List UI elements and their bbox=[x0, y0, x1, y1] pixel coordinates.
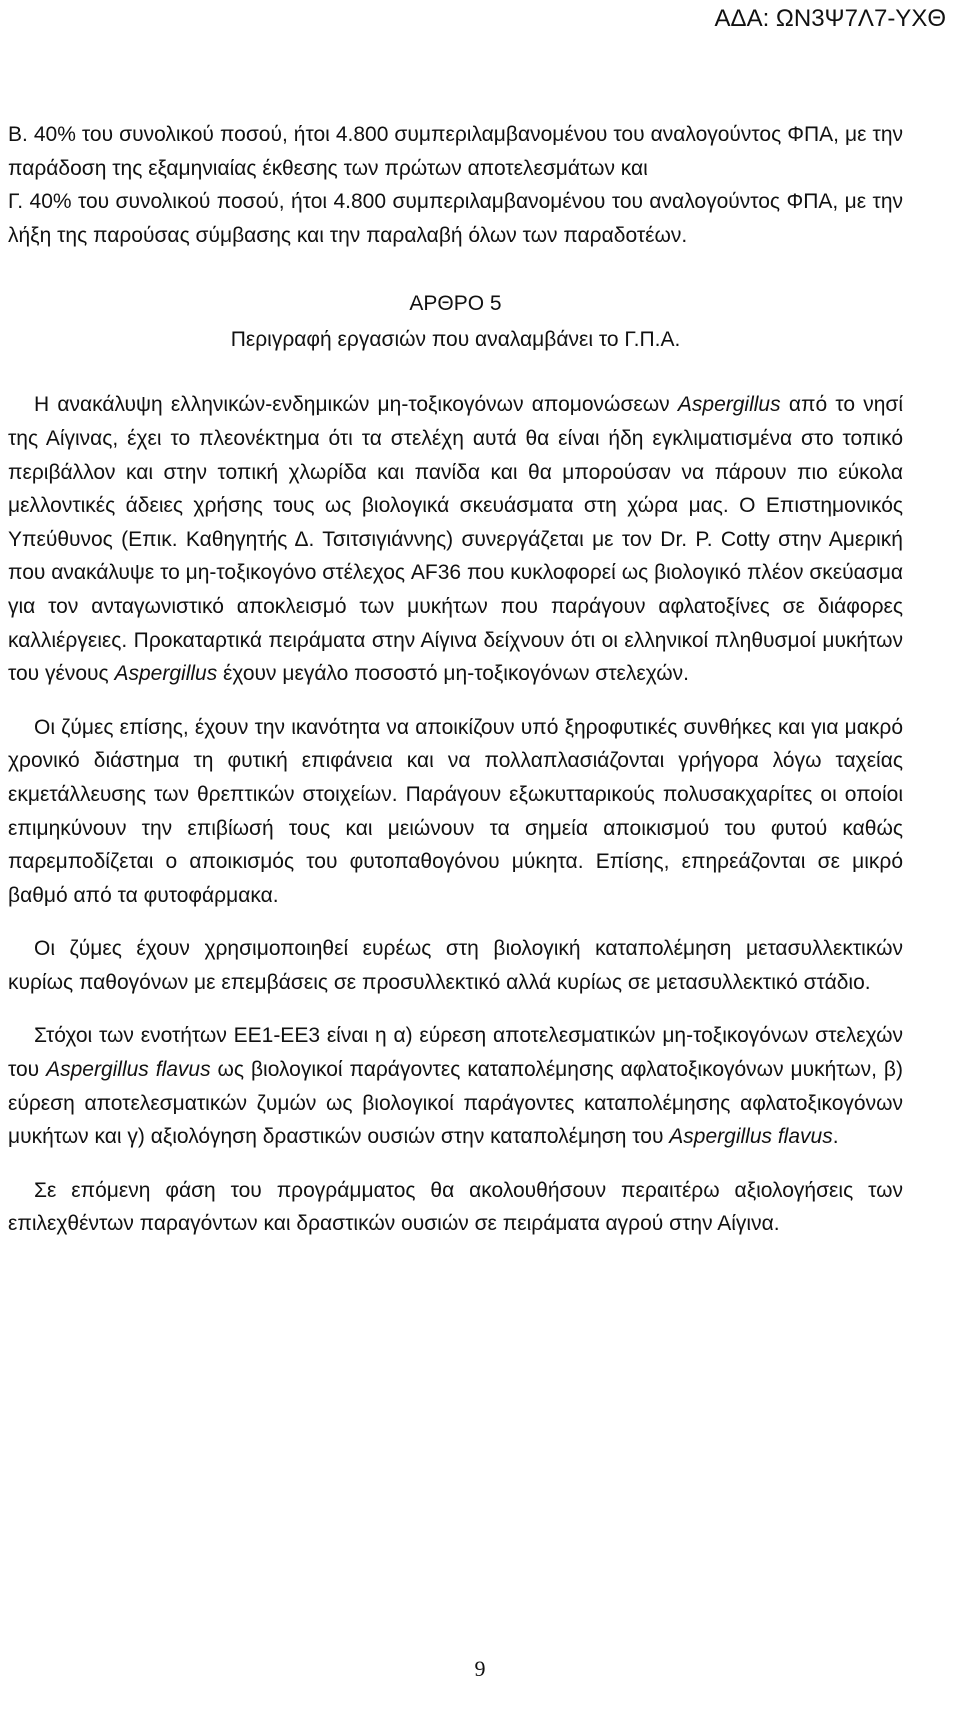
paragraph-yeasts-usage: Οι ζύμες έχουν χρησιμοποιηθεί ευρέως στη βιολογική καταπολέμηση μετασυλλεκτικών κυρίως παθογόνων με επεμβάσεις σε προσυλλεκτικό αλλά κυρίως σε μετασυλλεκτικό στάδιο. bbox=[8, 937, 903, 994]
paragraph-text: Η ανακάλυψη ελληνικών-ενδημικών μη-τοξικογόνων απομονώσεων bbox=[34, 393, 678, 417]
species-name: Aspergillus flavus bbox=[669, 1125, 833, 1149]
article-number: ΑΡΘΡΟ 5 bbox=[409, 292, 502, 316]
paragraph-aspergillus bbox=[8, 388, 903, 690]
paragraph-text: ως βιολογικοί παράγοντες καταπολέμησης αφλατοξικογόνων μυκήτων, β) εύρεση αποτελεσματικών ζυμών ως βιολογικοί παράγοντες καταπολέμησης αφλατοξικογόνων μυκήτων και γ) αξιολόγηση δραστικών ουσιών στην καταπολέμηση του bbox=[8, 1058, 903, 1149]
document-body bbox=[8, 118, 903, 1241]
payment-item-c: Γ. 40% του συνολικού ποσού, ήτοι 4.800 συμπεριλαμβανομένου του αναλογούντος ΦΠΑ, με την λήξη της παρούσας σύμβασης και την παραλαβή όλων των παραδοτέων. bbox=[8, 190, 903, 247]
species-name: Aspergillus flavus bbox=[46, 1058, 211, 1082]
article-title: Περιγραφή εργασιών που αναλαμβάνει το Γ.Π.Α. bbox=[230, 328, 681, 352]
page-number: 9 bbox=[474, 1656, 486, 1681]
paragraph-text: έχουν μεγάλο ποσοστό μη-τοξικογόνων στελεχών. bbox=[217, 662, 689, 686]
article-heading bbox=[8, 286, 903, 358]
paragraph-text: από το νησί της Αίγινας, έχει το πλεονέκτημα ότι τα στελέχη αυτά θα είναι ήδη εγκλιματισμένα στο τοπικό περιβάλλον και στην τοπική χλωρίδα και πανίδα και θα μπορούσαν να πάρουν πιο εύκολα μελλοντικές άδειες χρήσης τους ως βιολογικά σκευάσματα στη χώρα μας. Ο Επιστημονικός Υπεύθυνος (Επικ. Καθηγητής Δ. Τσιτσιγιάννης) συνεργάζεται με τον Dr. P. Cotty στην Αμερική που ανακάλυψε το μη-τοξικογόνο στέλεχος AF36 που κυκλοφορεί ως βιολογικό πλέον σκεύασμα για τον ανταγωνιστικό αποκλεισμό των μυκήτων που παράγουν αφλατοξίνες σε διάφορες καλλιέργειες. Προκαταρτικά πειράματα στην Αίγινα δείχνουν ότι οι ελληνικοί πληθυσμοί μυκήτων του γένους bbox=[8, 393, 904, 686]
paragraph-text: . bbox=[832, 1125, 839, 1149]
paragraph-text: Στόχοι των ενοτήτων ΕΕ1-ΕΕ3 είναι η α) εύρεση αποτελεσματικών μη-τοξικογόνων στελεχών του bbox=[8, 1024, 903, 1082]
paragraph-objectives bbox=[8, 1019, 903, 1153]
paragraph-next-phase: Σε επόμενη φάση του προγράμματος θα ακολουθήσουν περαιτέρω αξιολογήσεις των επιλεχθέντων παραγόντων και δραστικών ουσιών σε πειράματα αγρού στην Αίγινα. bbox=[8, 1178, 903, 1236]
species-name: Aspergillus bbox=[114, 662, 218, 686]
paragraph-yeasts: Οι ζύμες επίσης, έχουν την ικανότητα να αποικίζουν υπό ξηροφυτικές συνθήκες και για μακρό χρονικό διάστημα τη φυτική επιφάνεια και να πολλαπλασιάζονται γρήγορα λόγω ταχείας εκμετάλλευσης των θρεπτικών στοιχείων. Παράγουν εξωκυτταρικούς πολυσακχαρίτες οι οποίοι επιμηκύνουν την επιβίωσή τους και μειώνουν τα σημεία αποικισμού του φυτού καθώς παρεμποδίζεται ο αποικισμός του φυτοπαθογόνου μύκητα. Επίσης, επηρεάζονται σε μικρό βαθμό από τα φυτοφάρμακα. bbox=[8, 715, 903, 907]
species-name: Aspergillus bbox=[677, 393, 781, 417]
payment-item-b: Β. 40% του συνολικού ποσού, ήτοι 4.800 συμπεριλαμβανομένου του αναλογούντος ΦΠΑ, με την παράδοση της εξαμηνιαίας έκθεσης των πρώτων αποτελεσμάτων και bbox=[8, 123, 903, 180]
document-code-header: ΑΔΑ: ΩΝ3Ψ7Λ7-ΥΧΘ bbox=[714, 5, 946, 32]
